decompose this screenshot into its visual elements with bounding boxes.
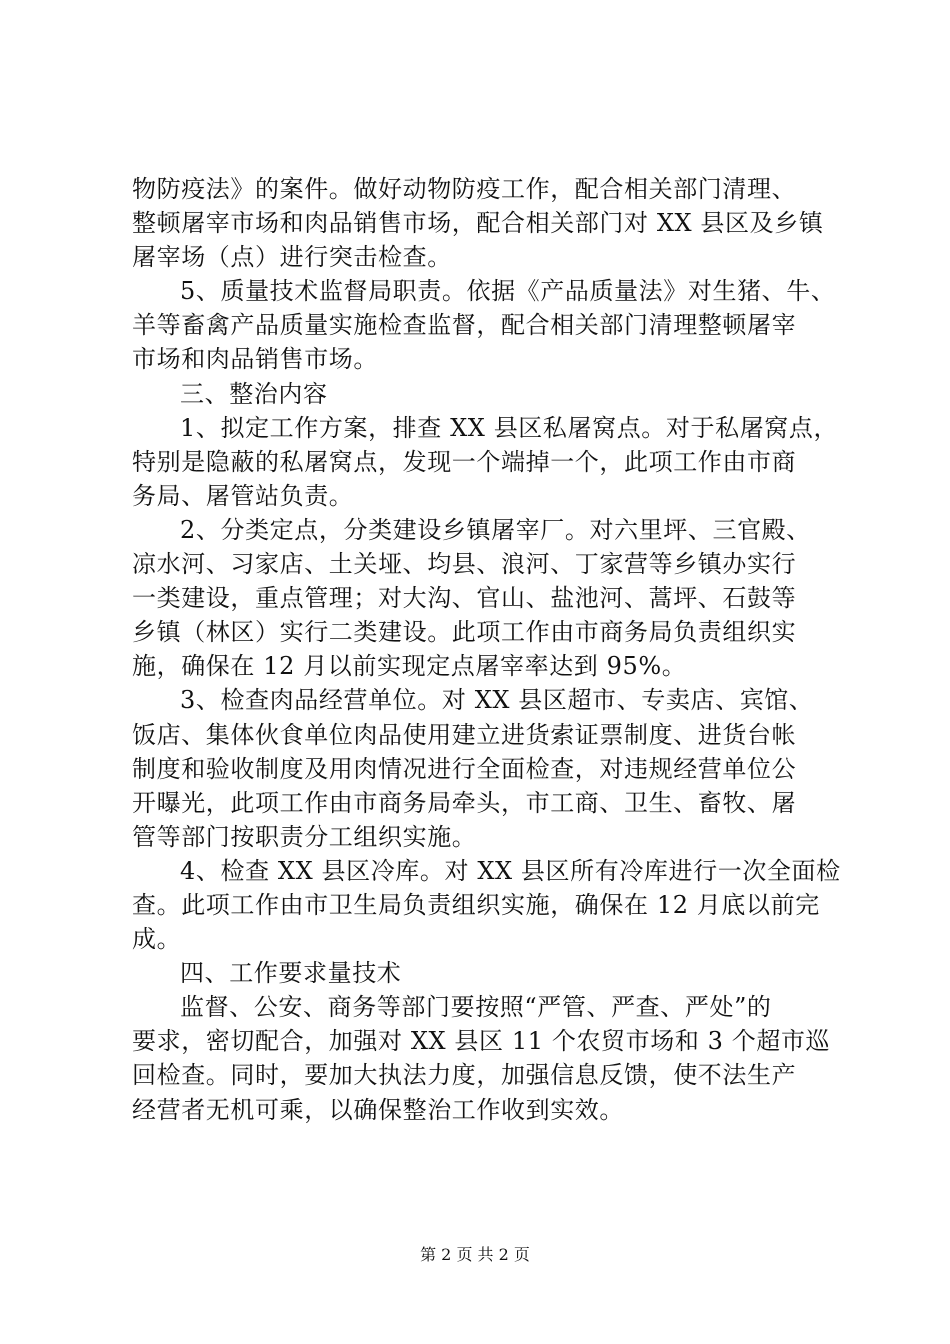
text-line: 经营者无机可乘，以确保整治工作收到实效。: [132, 1095, 624, 1124]
text-line: 物防疫法》的案件。做好动物防疫工作，配合相关部门清理、: [132, 175, 797, 203]
text-line: 乡镇（林区）实行二类建设。此项工作由市商务局负责组织实: [132, 618, 797, 647]
page-number-footer: 第 2 页 共 2 页: [420, 1245, 530, 1264]
text-line: 开曝光，此项工作由市商务局牵头，市工商、卫生、畜牧、屠: [132, 788, 797, 817]
text-line: 查。此项工作由市卫生局负责组织实施，确保在 12 月底以前完: [132, 890, 820, 919]
text-line: 整顿屠宰市场和肉品销售市场，配合相关部门对 XX 县区及乡镇: [132, 209, 824, 238]
paragraph-first-line: 2、分类定点，分类建设乡镇屠宰厂。对六里坪、三官殿、: [180, 515, 811, 544]
text-line: 回检查。同时，要加大执法力度，加强信息反馈，使不法生产: [132, 1061, 797, 1090]
section-heading: 三、整治内容: [180, 379, 328, 408]
text-line: 市场和肉品销售市场。: [132, 345, 378, 374]
text-line: 特别是隐蔽的私屠窝点，发现一个端掉一个，此项工作由市商: [132, 447, 797, 476]
text-line: 一类建设，重点管理；对大沟、官山、盐池河、蒿坪、石鼓等: [132, 584, 797, 613]
text-line: 管等部门按职责分工组织实施。: [132, 822, 477, 851]
text-line: 饭店、集体伙食单位肉品使用建立进货索证票制度、进货台帐: [132, 720, 797, 749]
section-heading: 四、工作要求量技术: [180, 959, 402, 988]
text-line: 务局、屠管站负责。: [132, 481, 354, 510]
paragraph-first-line: 监督、公安、商务等部门要按照“严管、严查、严处”的: [180, 993, 772, 1022]
paragraph-first-line: 4、检查 XX 县区冷库。对 XX 县区所有冷库进行一次全面检: [180, 856, 841, 885]
document-body: [132, 172, 841, 1127]
text-line: 羊等畜禽产品质量实施检查监督，配合相关部门清理整顿屠宰: [132, 311, 797, 340]
text-line: 成。: [132, 925, 182, 954]
paragraph-first-line: 1、拟定工作方案，排查 XX 县区私屠窝点。对于私屠窝点，: [180, 413, 839, 442]
text-line: 凉水河、习家店、土关垭、均县、浪河、丁家营等乡镇办实行: [132, 550, 797, 579]
text-line: 屠宰场（点）进行突击检查。: [132, 243, 452, 272]
paragraph-first-line: 5、质量技术监督局职责。依据《产品质量法》对生猪、牛、: [180, 277, 836, 306]
text-line: 制度和验收制度及用肉情况进行全面检查，对违规经营单位公: [132, 754, 797, 783]
paragraph-first-line: 3、检查肉品经营单位。对 XX 县区超市、专卖店、宾馆、: [180, 686, 814, 715]
text-line: 要求，密切配合，加强对 XX 县区 11 个农贸市场和 3 个超市巡: [132, 1027, 831, 1056]
text-line: 施，确保在 12 月以前实现定点屠宰率达到 95%。: [132, 652, 687, 681]
